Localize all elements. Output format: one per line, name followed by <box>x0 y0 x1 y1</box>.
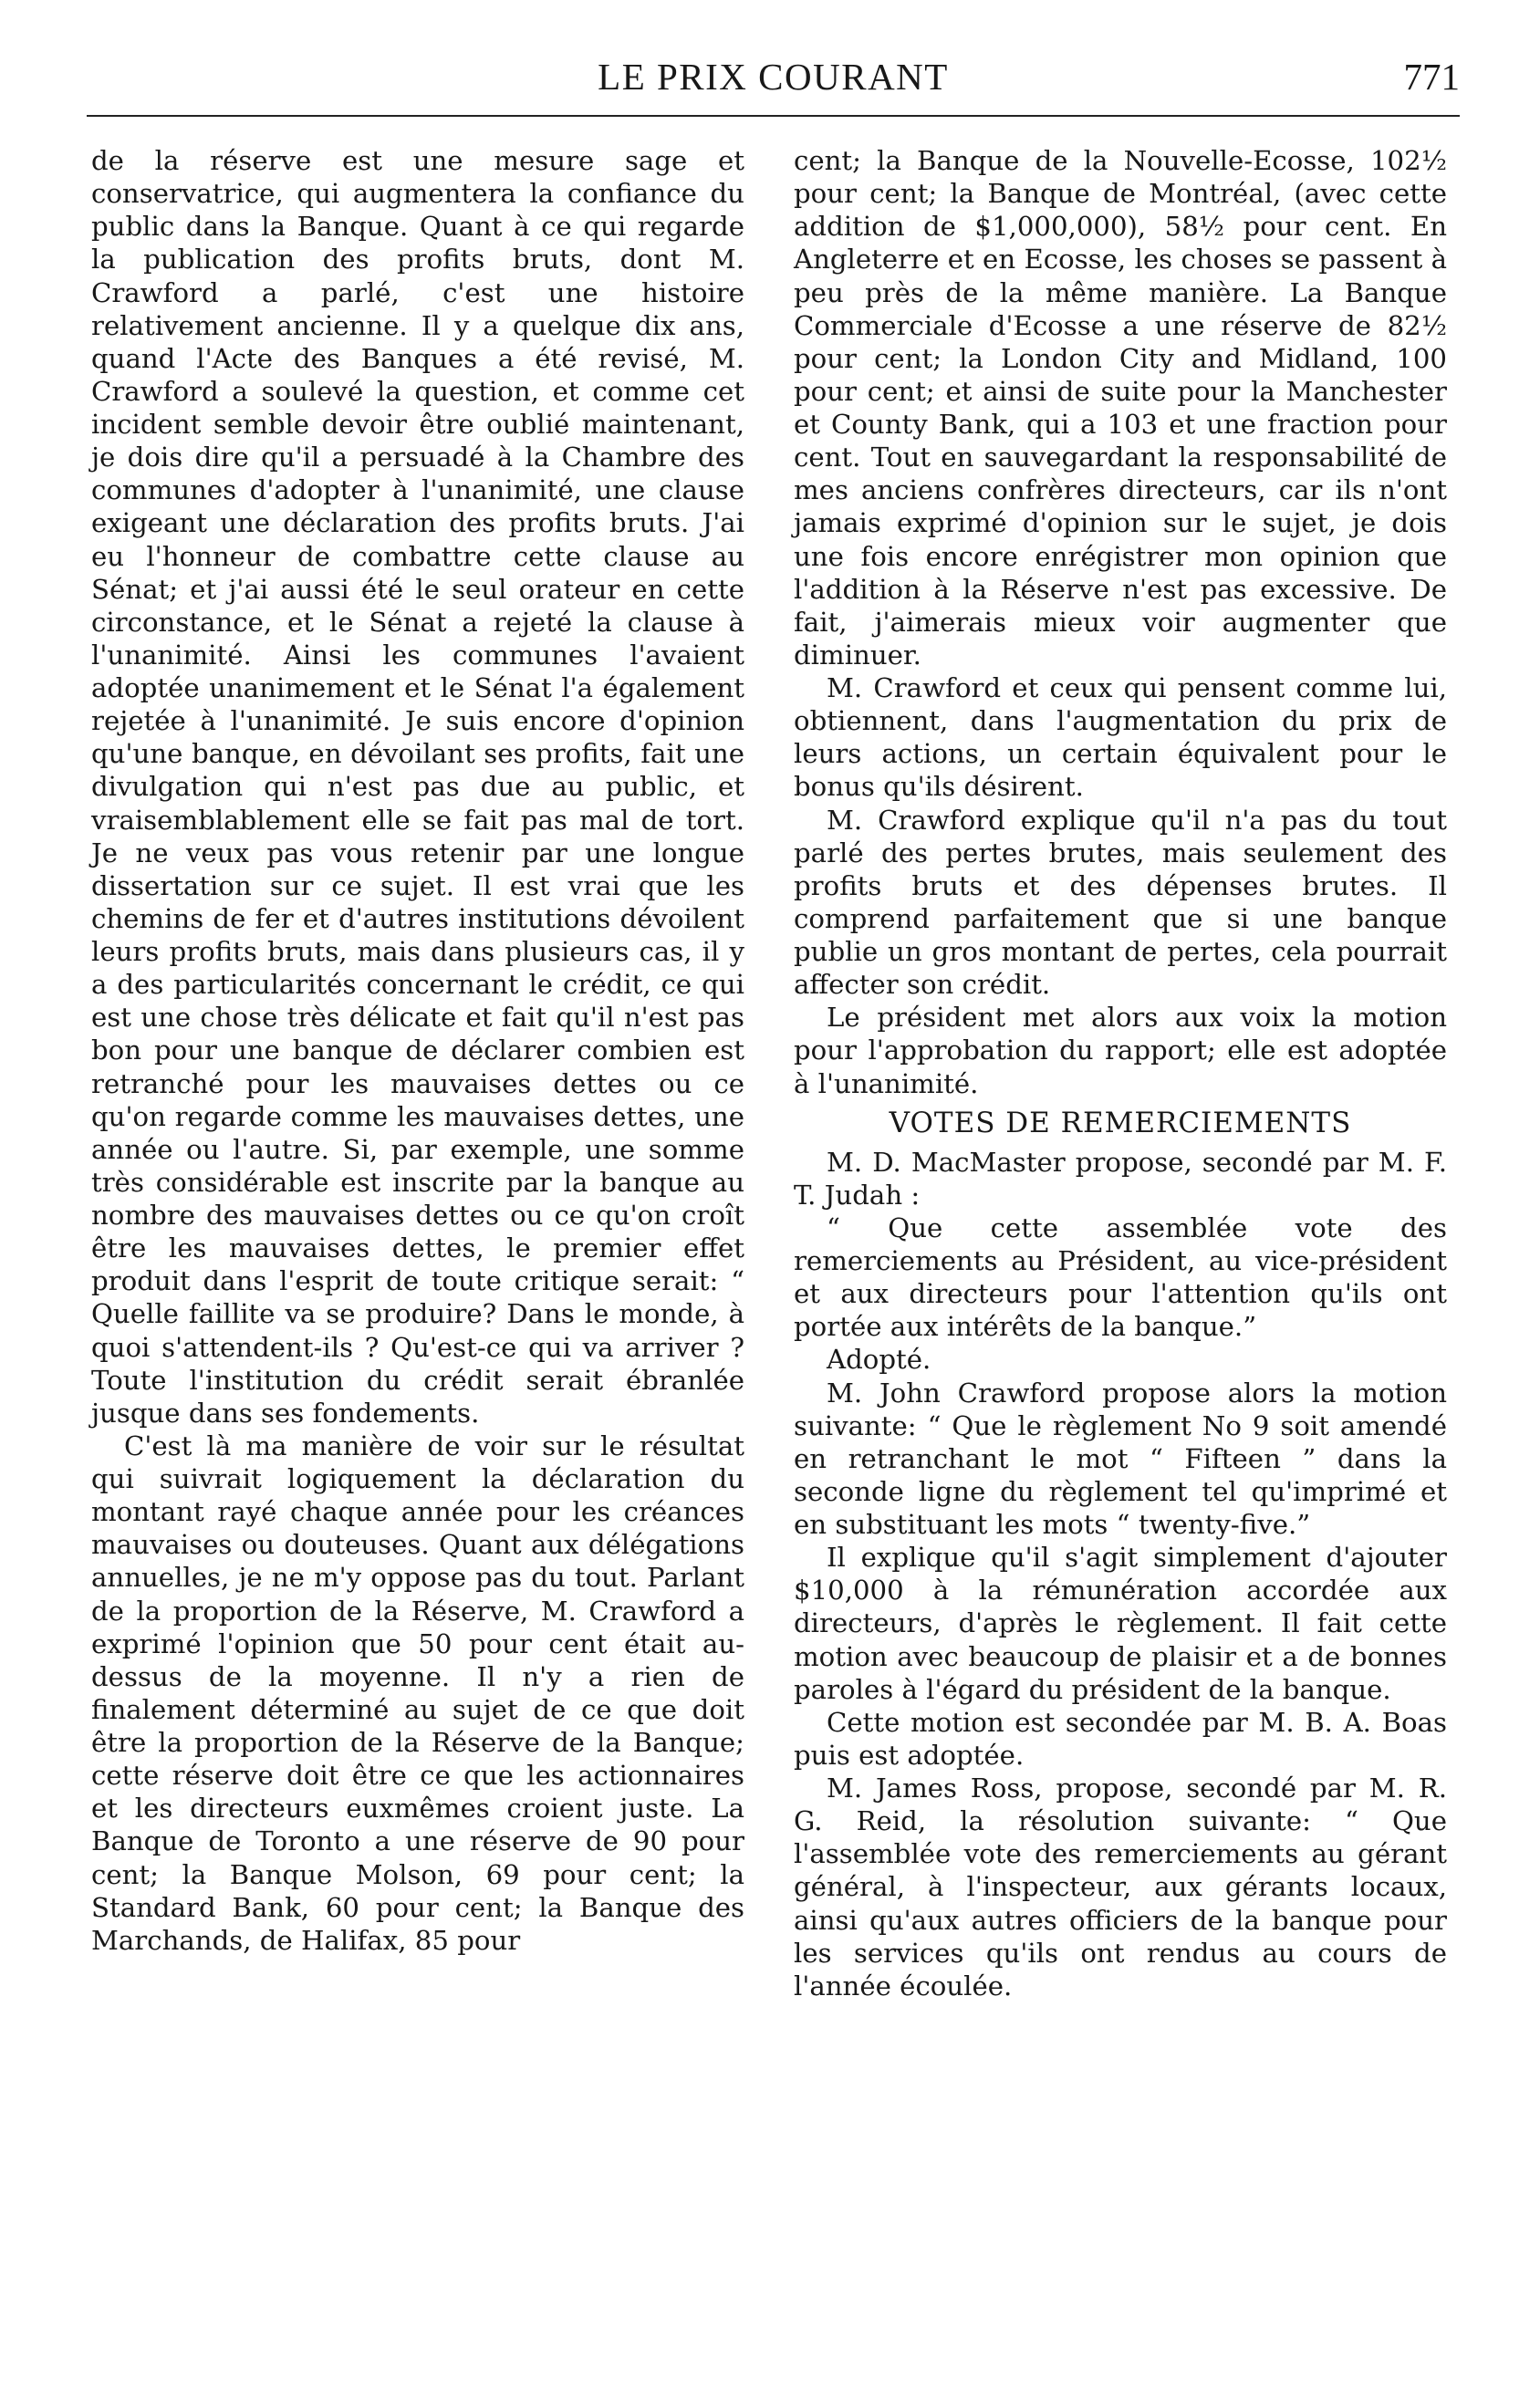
paragraph: Il explique qu'il s'agit simplement d'ajouter $10,000 à la rémunération accordée aux directeurs, d'après le règlement. Il fait cette motion avec beaucoup de plaisir et a de bonnes paroles à l'égard du président de la banque. <box>794 1542 1447 1705</box>
paragraph: M. Crawford explique qu'il n'a pas du tout parlé des pertes brutes, mais seulement des profits bruts et des dépenses brutes. Il comprend parfaitement que si une banque publie un gros montant de pertes, cela pourrait affecter son crédit. <box>794 804 1447 1001</box>
section-heading: VOTES DE REMERCIEMENTS <box>889 1106 1352 1139</box>
paragraph: M. John Crawford propose alors la motion suivante: “ Que le règlement No 9 soit amendé en retranchant le mot “ Fifteen ” dans la seconde ligne du règlement tel qu'imprimé et en substituant les mots “ twenty-five.” <box>794 1377 1447 1540</box>
paragraph: Adopté. <box>827 1344 931 1376</box>
paragraph: de la réserve est une mesure sage et conservatrice, qui augmentera la confiance du public dans la Banque. Quant à ce qui regarde la publication des profits bruts, dont M. Crawford a parlé, c'est une histoire relativement ancienne. Il y a quelque dix ans, quand l'Acte des Banques a été revisé, M. Crawford a soulevé la question, et comme cet incident semble devoir être oublié maintenant, je dois dire qu'il a persuadé à la Chambre des communes d'adopter à l'unanimité, une clause exigeant une déclaration des profits bruts. J'ai eu l'honneur de combattre cette clause au Sénat; et j'ai aussi été le seul orateur en cette circonstance, et le Sénat a rejeté la clause à l'unanimité. Ainsi les communes l'avaient adoptée unanimement et le Sénat l'a également rejetée à l'unanimité. Je suis encore d'opinion qu'une banque, en dévoilant ses profits, fait une divulgation qui n'est pas due au public, et vraisemblablement elle se fait pas mal de tort. Je ne veux pas vous retenir par une longue dissertation sur ce sujet. Il est vrai que les chemins de fer et d'autres institutions dévoilent leurs profits bruts, mais dans plusieurs cas, il y a des particularités concernant le crédit, ce qui est une chose très délicate et fait qu'il n'est pas bon pour une banque de déclarer combien est retranché pour les mauvaises dettes ou ce qu'on regarde comme les mauvaises dettes, une année ou l'autre. Si, par exemple, une somme très considérable est inscrite par la banque au nombre des mauvaises dettes ou ce qu'on croît être les mauvaises dettes, le premier effet produit dans l'esprit de toute critique serait: “ Quelle faillite va se produire? Dans le monde, à quoi s'attendent-ils ? Qu'est-ce qui va arriver ? Toute l'institution du crédit serait ébranlée jusque dans ses fondements. <box>91 145 744 1429</box>
journal-title: LE PRIX COURANT <box>598 56 949 98</box>
paragraph: M. James Ross, propose, secondé par M. R. G. Reid, la résolution suivante: “ Que l'assemblée vote des remerciements au gérant général, à l'inspecteur, aux gérants locaux, ainsi qu'aux autres officiers de la banque pour les services qu'ils ont rendus au cours de l'année écoulée. <box>794 1773 1447 2001</box>
page-number: 771 <box>1403 56 1460 98</box>
paragraph: M. D. MacMaster propose, secondé par M. F. T. Judah : <box>794 1146 1447 1211</box>
paragraph: Le président met alors aux voix la motion pour l'approbation du rapport; elle est adoptée à l'unanimité. <box>794 1002 1447 1099</box>
paragraph: M. Crawford et ceux qui pensent comme lui, obtiennent, dans l'augmentation du prix de leurs actions, un certain équivalent pour le bonus qu'ils désirent. <box>794 672 1447 803</box>
paragraph: Cette motion est secondée par M. B. A. Boas puis est adoptée. <box>794 1706 1447 1771</box>
left-column <box>91 144 744 1957</box>
paragraph: cent; la Banque de la Nouvelle-Ecosse, 102½ pour cent; la Banque de Montréal, (avec cette addition de $1,000,000), 58½ pour cent. En Angleterre et en Ecosse, les choses se passent à peu près de la même manière. La Banque Commerciale d'Ecosse a une réserve de 82½ pour cent; la London City and Midland, 100 pour cent; et ainsi de suite pour la Manchester et County Bank, qui a 103 et une fraction pour cent. Tout en sauvegardant la responsabilité de mes anciens confrères directeurs, car ils n'ont jamais exprimé d'opinion sur le sujet, je dois une fois encore enrégistrer mon opinion que l'addition à la Réserve n'est pas excessive. De fait, j'aimerais mieux voir augmenter que diminuer. <box>794 145 1447 671</box>
paragraph: C'est là ma manière de voir sur le résultat qui suivrait logiquement la déclaration du montant rayé chaque année pour les créances mauvaises ou douteuses. Quant aux délégations annuelles, je ne m'y oppose pas du tout. Parlant de la proportion de la Réserve, M. Crawford a exprimé l'opinion que 50 pour cent était au-dessus de la moyenne. Il n'y a rien de finalement déterminé au sujet de ce que doit être la proportion de la Réserve de la Banque; cette réserve doit être ce que les actionnaires et les directeurs euxmêmes croient juste. La Banque de Toronto a une réserve de 90 pour cent; la Banque Molson, 69 pour cent; la Standard Bank, 60 pour cent; la Banque des Marchands, de Halifax, 85 pour <box>91 1430 744 1956</box>
quoted-motion: “ Que cette assemblée vote des remerciements au Président, au vice-président et aux directeurs pour l'attention qu'ils ont portée aux intérêts de la banque.” <box>794 1211 1447 1343</box>
header-rule <box>87 115 1460 117</box>
right-column <box>794 144 1447 2002</box>
running-head <box>87 47 1460 111</box>
